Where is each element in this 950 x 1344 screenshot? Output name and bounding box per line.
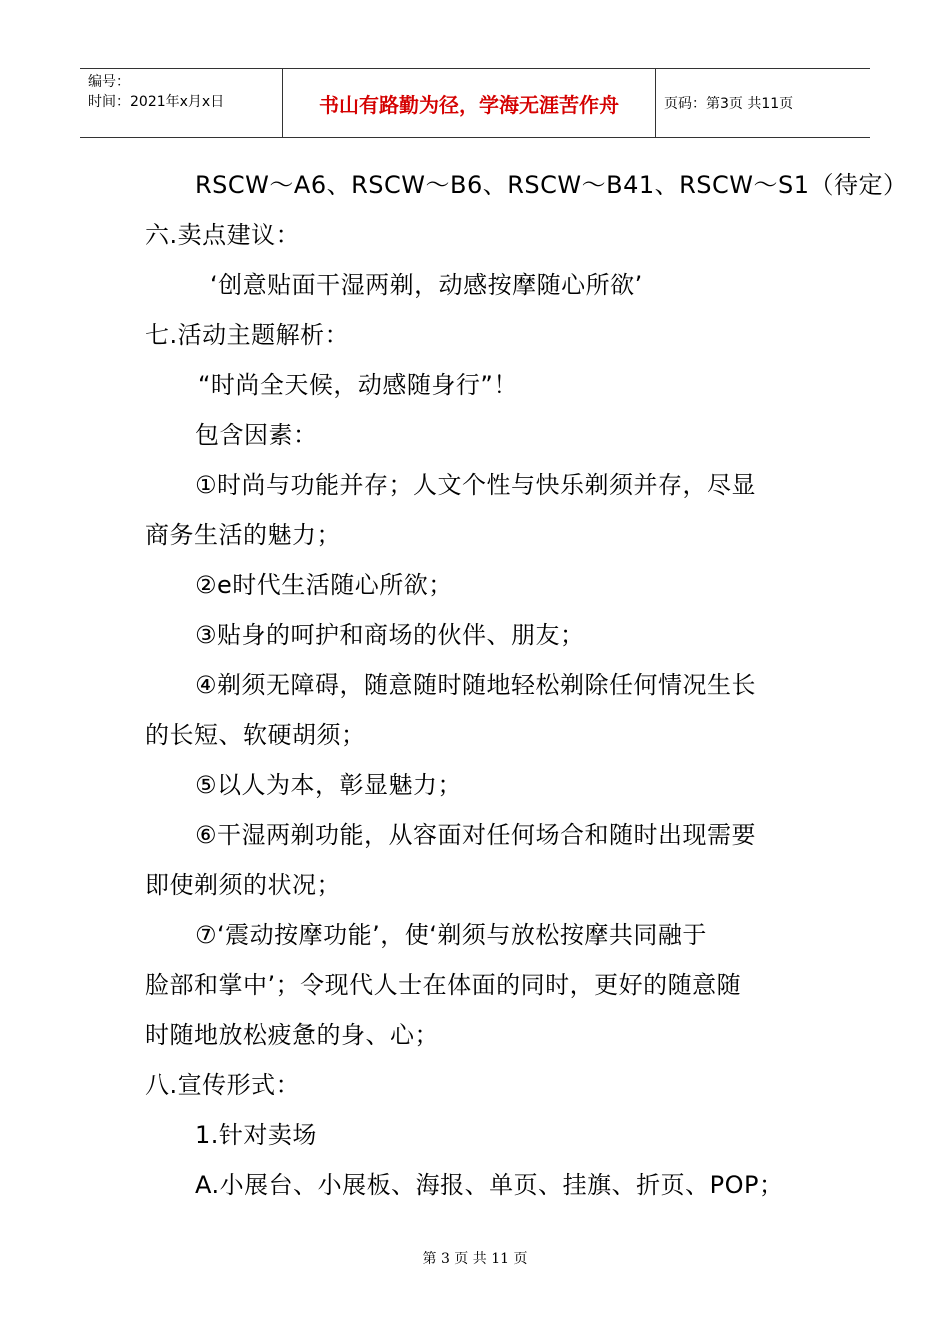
body-line: 商务生活的魅力； (145, 521, 341, 549)
number-label: 编号： (88, 74, 130, 90)
body-line: 1.针对卖场 (195, 1121, 317, 1149)
model-list-line: RSCW～A6、RSCW～B6、RSCW～B41、RSCW～S1（待定） (195, 171, 908, 199)
body-line: ④剃须无障碍，随意随时随地轻松剃除任何情况生长 (195, 671, 757, 699)
body-line: ⑦‘震动按摩功能’，使‘剃须与放松按摩共同融于 (195, 921, 707, 949)
body-line: 的长短、软硬胡须； (145, 721, 366, 749)
body-line: 时随地放松疲惫的身、心； (145, 1021, 439, 1049)
body-line: A.小展台、小展板、海报、单页、挂旗、折页、POP； (195, 1171, 784, 1199)
body-line: ⑤以人为本，彰显魅力； (195, 771, 463, 799)
section-heading: 八.宣传形式： (145, 1071, 301, 1099)
body-line: 包含因素： (195, 421, 318, 449)
body-line: ‘创意贴面干湿两剃，动感按摩随心所欲’ (210, 271, 643, 299)
body-line: 即使剃须的状况； (145, 871, 341, 899)
section-heading: 六.卖点建议： (145, 221, 301, 249)
page-footer: 第 3 页 共 11 页 (422, 1251, 528, 1267)
body-line: ③贴身的呵护和商场的伙伴、朋友； (195, 621, 585, 649)
header-page-info: 页码：第3页 共11页 (664, 96, 794, 112)
date-label: 时间：2021年x月x日 (88, 94, 225, 110)
page-header (80, 68, 870, 138)
section-heading: 七.活动主题解析： (145, 321, 350, 349)
body-line: ②e时代生活随心所欲； (195, 571, 453, 599)
body-line: ①时尚与功能并存；人文个性与快乐剃须并存，尽显 (195, 471, 757, 499)
body-line: 脸部和掌中’；令现代人士在体面的同时，更好的随意随 (145, 971, 742, 999)
header-motto: 书山有路勤为径，学海无涯苦作舟 (282, 69, 656, 137)
header-meta (80, 69, 282, 137)
body-line: “时尚全天候，动感随身行”！ (198, 371, 518, 399)
body-line: ⑥干湿两剃功能，从容面对任何场合和随时出现需要 (195, 821, 757, 849)
